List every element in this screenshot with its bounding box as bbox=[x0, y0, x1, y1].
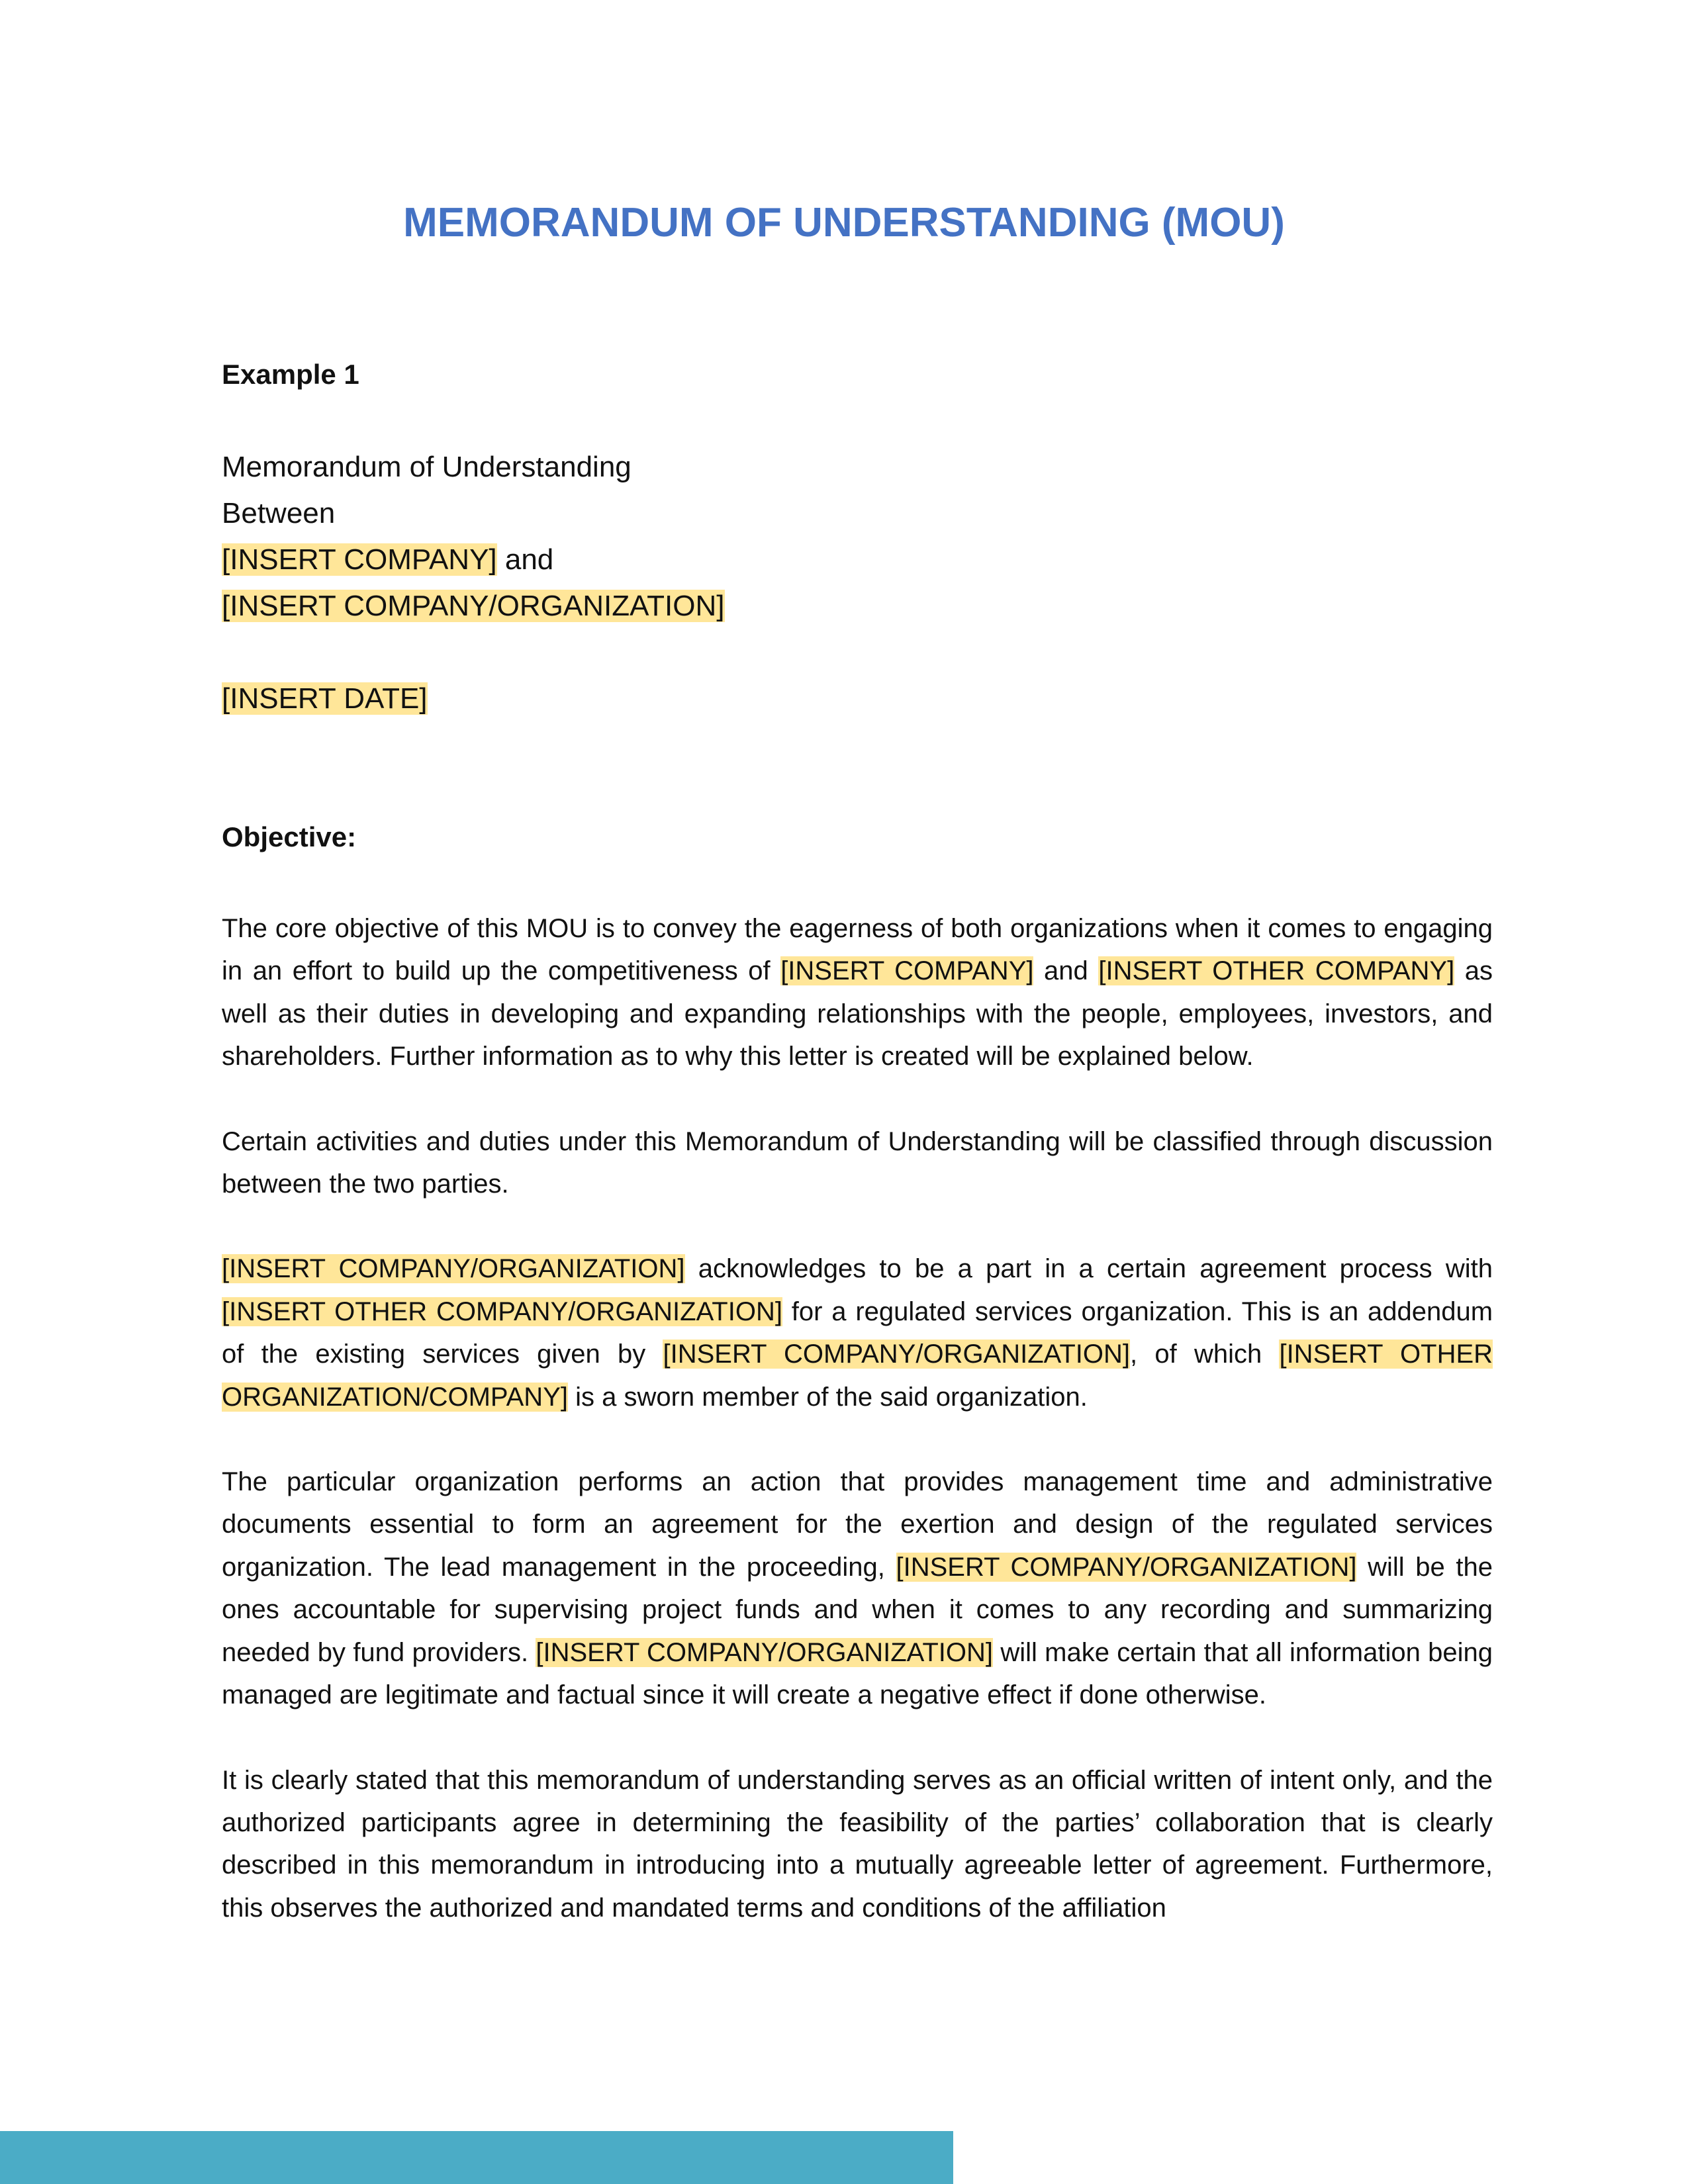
placeholder-company-org: [INSERT COMPANY/ORGANIZATION] bbox=[663, 1340, 1131, 1369]
placeholder-other-company-org: [INSERT OTHER COMPANY/ORGANIZATION] bbox=[222, 1297, 782, 1326]
footer-accent-bar bbox=[0, 2131, 953, 2184]
paragraph-text: The particular organization performs an action that provides management time and administrative documents essential to form an agreement for the exertion and design of the regulated services organization. The lead management in the proceeding, bbox=[222, 1467, 1493, 1582]
paragraph-text: is a sworn member of the said organization. bbox=[568, 1382, 1088, 1412]
placeholder-date: [INSERT DATE] bbox=[222, 682, 428, 715]
paragraph-text: The core objective of this MOU is to convey the eagerness of both organizations when it comes to engaging in an effort to build up the competitiveness of bbox=[222, 914, 1493, 986]
paragraph-intent bbox=[222, 1759, 1493, 1930]
paragraph-text: as well as their duties in developing and expanding relationships with the people, employees, investors, and shareholders. Further information as to why this letter is created will be explained below. bbox=[222, 956, 1493, 1071]
paragraph-agreement bbox=[222, 1248, 1493, 1418]
intro-line-company bbox=[222, 537, 1493, 583]
placeholder-other-org-company: [INSERT OTHER ORGANIZATION/COMPANY] bbox=[222, 1340, 1493, 1412]
paragraph-objective bbox=[222, 907, 1493, 1078]
paragraph-text: will be the ones accountable for supervising project funds and when it comes to any recording and summarizing needed by fund providers. bbox=[222, 1552, 1493, 1667]
intro-line-company-org bbox=[222, 583, 1493, 629]
objective-heading: Objective: bbox=[222, 821, 357, 852]
intro-block bbox=[222, 444, 1493, 629]
paragraph-activities bbox=[222, 1120, 1493, 1206]
placeholder-company: [INSERT COMPANY] bbox=[780, 956, 1034, 986]
intro-and: and bbox=[496, 543, 554, 576]
example-heading: Example 1 bbox=[222, 359, 359, 390]
date-line bbox=[222, 676, 1493, 722]
placeholder-company-org: [INSERT COMPANY/ORGANIZATION] bbox=[222, 1254, 685, 1284]
placeholder-company: [INSERT COMPANY] bbox=[222, 543, 497, 576]
intro-line-between: Between bbox=[222, 496, 336, 529]
paragraph-management bbox=[222, 1461, 1493, 1716]
paragraph-text: will make certain that all information being managed are legitimate and factual since it will create a negative effect if done otherwise. bbox=[222, 1637, 1493, 1710]
intro-line-title: Memorandum of Understanding bbox=[222, 450, 632, 483]
placeholder-company-org: [INSERT COMPANY/ORGANIZATION] bbox=[222, 589, 725, 622]
paragraph-text: and bbox=[1033, 956, 1099, 986]
paragraph-text: , of which bbox=[1130, 1340, 1280, 1369]
document-title: MEMORANDUM OF UNDERSTANDING (MOU) bbox=[403, 200, 1285, 246]
paragraph-text: Certain activities and duties under this Memorandum of Understanding will be classified through discussion between the two parties. bbox=[222, 1126, 1493, 1199]
placeholder-other-company: [INSERT OTHER COMPANY] bbox=[1098, 956, 1455, 986]
paragraph-text: for a regulated services organization. This is an addendum of the existing services given by bbox=[222, 1297, 1493, 1369]
document-body bbox=[222, 357, 1493, 1972]
placeholder-company-org: [INSERT COMPANY/ORGANIZATION] bbox=[896, 1552, 1357, 1582]
placeholder-company-org: [INSERT COMPANY/ORGANIZATION] bbox=[536, 1637, 994, 1667]
paragraph-text: It is clearly stated that this memorandum of understanding serves as an official written of intent only, and the authorized participants agree in determining the feasibility of the parties’ collaboration that is clearly described in this memorandum in introducing into a mutually agreeable letter of agreement. Furthermore, this observes the authorized and mandated terms and conditions of the affiliation bbox=[222, 1765, 1493, 1923]
paragraph-text: acknowledges to be a part in a certain agreement process with bbox=[684, 1254, 1493, 1284]
